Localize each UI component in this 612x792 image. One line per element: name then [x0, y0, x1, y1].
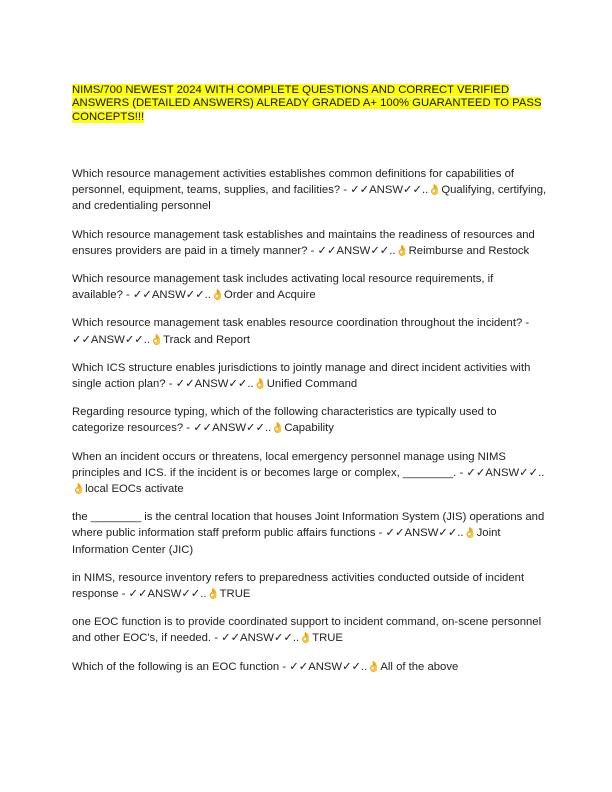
answer-marker: - ✓✓ANSW✓✓..	[307, 244, 396, 257]
ok-hand-icon: 👌	[463, 527, 477, 540]
answer-marker: - ✓✓ANSW✓✓..	[375, 527, 464, 540]
question-text: the ________ is the central location that houses Joint Information System (JIS) operations and where public information staff preform public affairs functions	[72, 511, 545, 540]
ok-hand-icon: 👌	[253, 377, 267, 390]
qa-item-10	[72, 614, 547, 646]
answer-text: TRUE	[219, 587, 251, 600]
answer-marker: - ✓✓ANSW✓✓..	[456, 466, 545, 479]
ok-hand-icon: 👌	[367, 660, 381, 673]
answer-text: All of the above	[380, 660, 459, 673]
answer-marker: - ✓✓ANSW✓✓..	[165, 377, 254, 390]
answer-marker: - ✓✓ANSW✓✓..	[118, 587, 207, 600]
question-text: one EOC function is to provide coordinated support to incident command, on-scene personnel and other EOC's, if needed.	[72, 616, 542, 645]
question-text: Which resource management task includes activating local resource requirements, if available?	[72, 272, 494, 302]
answer-marker: - ✓✓ANSW✓✓..	[72, 317, 530, 346]
ok-hand-icon: 👌	[395, 244, 409, 257]
question-text: in NIMS, resource inventory refers to preparedness activities conducted outside of incident response	[72, 571, 525, 600]
qa-item-3	[72, 271, 547, 303]
answer-text: Reimburse and Restock	[408, 244, 530, 257]
answer-marker: - ✓✓ANSW✓✓..	[183, 422, 272, 435]
qa-item-9	[72, 570, 547, 602]
highlighted-title-text: NIMS/700 NEWEST 2024 WITH COMPLETE QUESTIONS AND CORRECT VERIFIED ANSWERS (DETAILED ANSWERS) ALREADY GRADED A+ 100% GUARANTEED TO PASS CONCEPTS!!!	[72, 84, 542, 123]
qa-item-6	[72, 404, 547, 436]
answer-text: Unified Command	[266, 377, 358, 390]
ok-hand-icon: 👌	[206, 587, 220, 600]
question-text: Which ICS structure enables jurisdictions to jointly manage and direct incident activities with single action plan?	[72, 361, 531, 390]
ok-hand-icon: 👌	[150, 333, 164, 346]
answer-text: Track and Report	[163, 333, 250, 346]
qa-item-7	[72, 449, 547, 498]
ok-hand-icon: 👌	[299, 632, 313, 645]
answer-text: Order and Acquire	[224, 289, 316, 302]
ok-hand-icon: 👌	[72, 482, 86, 495]
question-text: Which resource management task enables resource coordination throughout the incident?	[72, 317, 523, 330]
answer-text: Capability	[284, 422, 334, 435]
question-answer-list	[72, 166, 547, 675]
answer-text: Joint Information Center (JIC)	[72, 527, 501, 556]
qa-item-5	[72, 360, 547, 392]
answer-text: local EOCs activate	[85, 482, 184, 495]
qa-item-11	[72, 659, 547, 675]
ok-hand-icon: 👌	[210, 289, 225, 302]
answer-marker: - ✓✓ANSW✓✓..	[122, 289, 211, 302]
question-text: When an incident occurs or threatens, local emergency personnel manage using NIMS principles and ICS. if the incident is or becomes large or complex, ________.	[72, 450, 506, 479]
ok-hand-icon: 👌	[428, 184, 442, 197]
answer-text: Qualifying, certifying, and credentialing personnel	[72, 184, 547, 213]
question-text: Regarding resource typing, which of the following characteristics are typically used to categorize resources?	[72, 406, 497, 435]
document-title	[72, 84, 547, 124]
qa-item-8	[72, 509, 547, 558]
ok-hand-icon: 👌	[271, 422, 285, 435]
qa-item-1	[72, 166, 547, 215]
answer-marker: - ✓✓ANSW✓✓..	[340, 184, 429, 197]
question-text: Which resource management task establishes and maintains the readiness of resources and ensures providers are paid in a timely manner?	[72, 228, 535, 257]
answer-text: TRUE	[312, 632, 343, 645]
qa-item-4	[72, 315, 547, 347]
question-text: Which resource management activities establishes common definitions for capabilities of personnel, equipment, teams, supplies, and facilities?	[72, 167, 515, 197]
answer-marker: - ✓✓ANSW✓✓..	[279, 660, 368, 673]
qa-item-2	[72, 227, 547, 259]
answer-marker: - ✓✓ANSW✓✓..	[211, 632, 300, 645]
question-text: Which of the following is an EOC function	[72, 660, 280, 673]
document-page	[72, 84, 547, 687]
